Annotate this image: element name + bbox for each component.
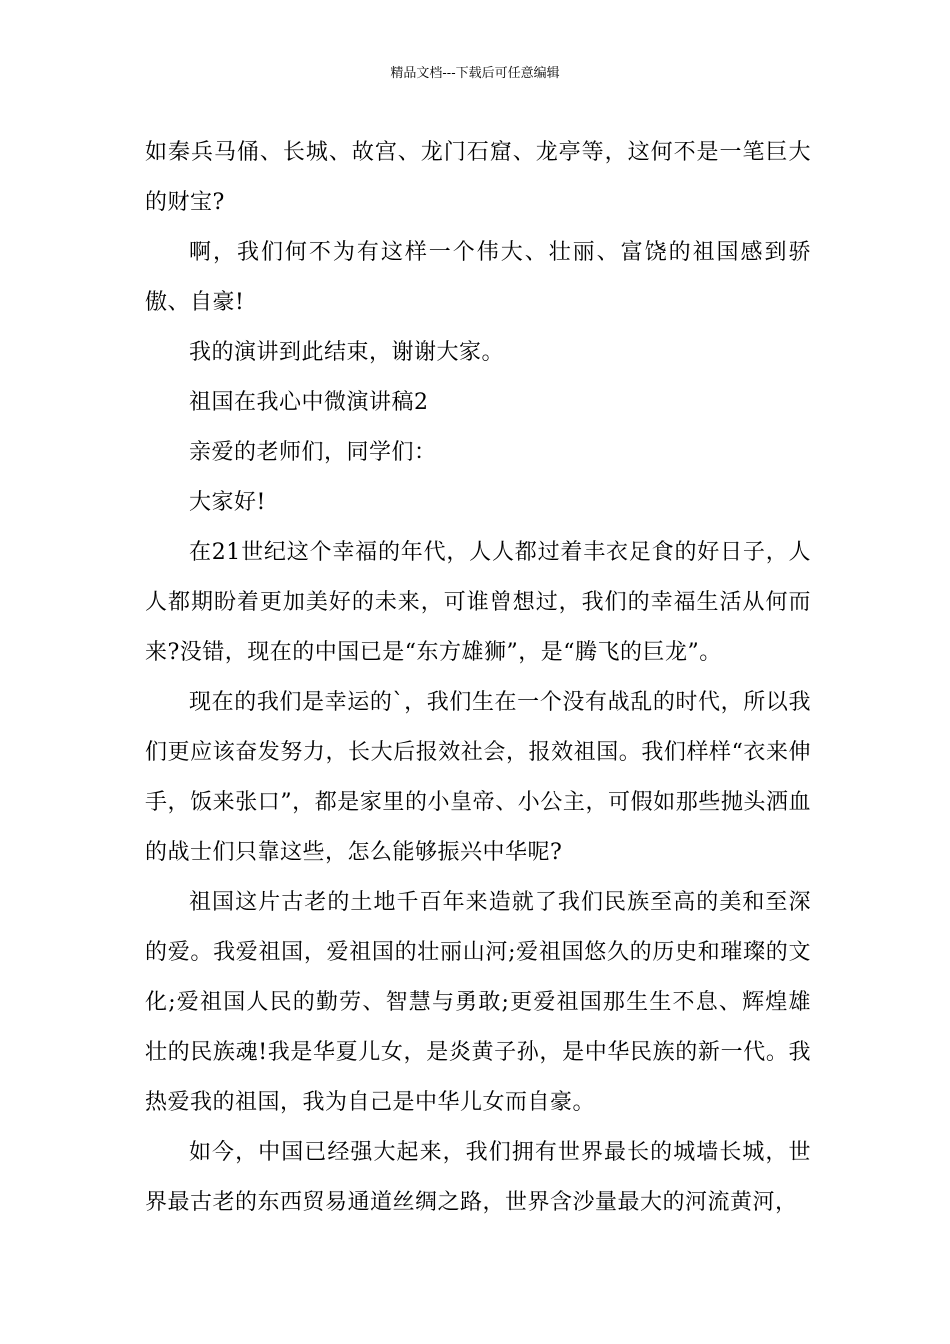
paragraph-10: 如今，中国已经强大起来，我们拥有世界最长的城墙长城，世界最古老的东西贸易通道丝绸之路，世界含沙量最大的河流黄河， (145, 1140, 811, 1215)
paragraph-1: 如秦兵马俑、长城、故宫、龙门石窟、龙亭等，这何不是一笔巨大的财宝? (145, 140, 811, 215)
paragraph-7: 在21世纪这个幸福的年代，人人都过着丰衣足食的好日子，人人都期盼着更加美好的未来，可谁曾想过，我们的幸福生活从何而来?没错，现在的中国已是“东方雄狮”，是“腾飞的巨龙”。 (145, 540, 811, 665)
section-title: 祖国在我心中微演讲稿2 (189, 390, 429, 415)
greeting: 大家好! (189, 490, 266, 515)
document-body (145, 128, 811, 1228)
salutation: 亲爱的老师们，同学们： (189, 440, 437, 465)
paragraph-9: 祖国这片古老的土地千百年来造就了我们民族至高的美和至深的爱。我爱祖国，爱祖国的壮丽山河;爱祖国悠久的历史和璀璨的文化;爱祖国人民的勤劳、智慧与勇敢;更爱祖国那生生不息、辉煌雄壮的民族魂!我是华夏儿女，是炎黄子孙，是中华民族的新一代。我热爱我的祖国，我为自己是中华儿女而自豪。 (145, 890, 811, 1115)
paragraph-2: 啊，我们何不为有这样一个伟大、壮丽、富饶的祖国感到骄傲、自豪! (145, 240, 811, 315)
paragraph-8: 现在的我们是幸运的`，我们生在一个没有战乱的时代，所以我们更应该奋发努力，长大后报效社会，报效祖国。我们样样“衣来伸手，饭来张口”，都是家里的小皇帝、小公主，可假如那些抛头洒血的战士们只靠这些，怎么能够振兴中华呢? (145, 690, 811, 865)
paragraph-3: 我的演讲到此结束，谢谢大家。 (189, 340, 505, 365)
page-header: 精品文档---下载后可任意编辑 (390, 66, 560, 81)
